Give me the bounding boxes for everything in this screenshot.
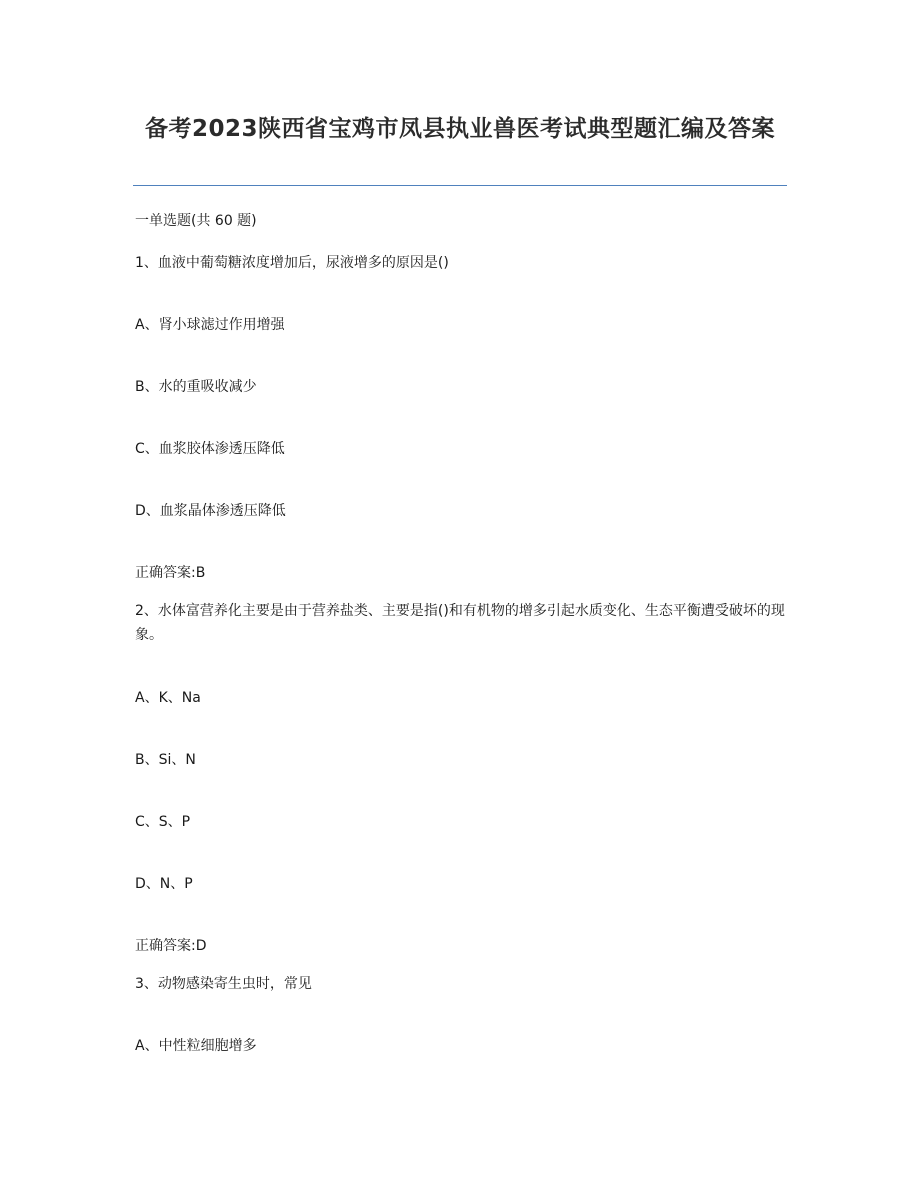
- question-1-stem: 1、血液中葡萄糖浓度增加后，尿液增多的原因是(): [135, 255, 449, 271]
- title-divider: [133, 185, 787, 186]
- question-3-option-a: A、中性粒细胞增多: [135, 1038, 257, 1054]
- section-label: 一单选题(共 60 题): [135, 213, 257, 229]
- question-2-option-b: B、Si、N: [135, 752, 196, 768]
- question-1-option-d: D、血浆晶体渗透压降低: [135, 503, 286, 519]
- question-2-stem: 2、水体富营养化主要是由于营养盐类、主要是指()和有机物的增多引起水质变化、生态平衡遭受破坏的现象。: [135, 603, 785, 643]
- question-2-option-a: A、K、Na: [135, 690, 201, 706]
- question-2-option-d: D、N、P: [135, 876, 193, 892]
- question-3-stem: 3、动物感染寄生虫时，常见: [135, 976, 312, 992]
- question-2-option-c: C、S、P: [135, 814, 191, 830]
- question-2-answer: 正确答案:D: [135, 938, 207, 954]
- question-1-answer: 正确答案:B: [135, 565, 206, 581]
- question-1-option-c: C、血浆胶体渗透压降低: [135, 441, 285, 457]
- question-1-option-a: A、肾小球滤过作用增强: [135, 317, 285, 333]
- document-title: 备考2023陕西省宝鸡市凤县执业兽医考试典型题汇编及答案: [144, 116, 775, 142]
- question-1-option-b: B、水的重吸收减少: [135, 379, 257, 395]
